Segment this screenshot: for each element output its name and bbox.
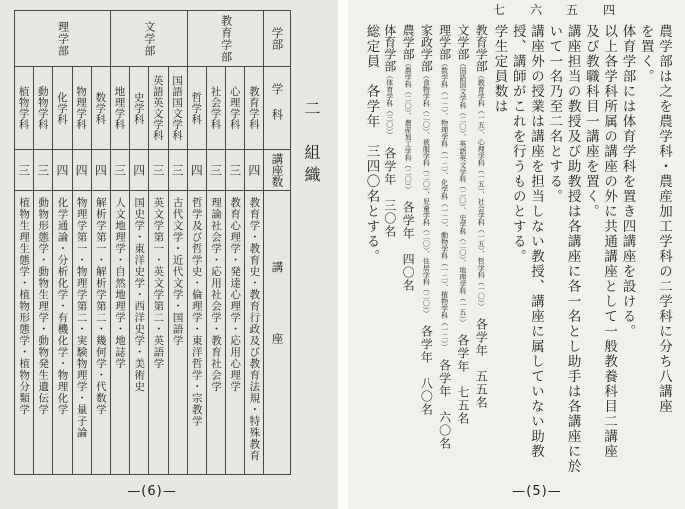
chair-count-cell — [188, 150, 206, 190]
header-chair-count-label: 講座数 — [270, 152, 285, 188]
text-line: 講座担当の教授及び助教授は各講座に各一名とし助手は各講座に於 — [564, 24, 581, 474]
quota-detail: （食物学科（二〇）、被服学科（二〇）、児童学科（二〇）、住居学科（二〇）） — [422, 72, 431, 317]
chair-count: 四 — [93, 164, 108, 176]
chairs-list: 解析学第一・解析学第二・幾何学・代数学 — [94, 197, 107, 416]
header-faculty-cell — [264, 11, 290, 66]
faculty-name: 教育学部 — [219, 14, 233, 63]
department-name: 史学科 — [132, 91, 145, 125]
chair-count-cell — [149, 150, 167, 190]
quota-total: 各学年 三〇名 — [382, 146, 397, 238]
chairs-cell — [73, 191, 91, 474]
header-department-cell — [264, 67, 290, 149]
department-name: 化学科 — [55, 91, 68, 125]
department-cell — [149, 67, 167, 149]
department-name: 英語英文学科 — [151, 75, 164, 141]
chairs-list: 国史学・東洋史学・西洋史学・美術史 — [133, 197, 146, 393]
faculty-cell-letters — [111, 11, 187, 66]
department-cell — [188, 67, 206, 149]
chairs-list: 理論社会学・応用社会学・教育社会学 — [209, 197, 222, 393]
chair-count: 四 — [74, 164, 89, 176]
page-number-right: —(5)— — [512, 484, 562, 499]
item-marker-4: 四 — [603, 3, 616, 17]
quota-detail: （農学科（二〇）、農産加工学科（二〇）） — [404, 60, 413, 193]
chair-count: 四 — [189, 164, 204, 176]
chairs-list: 古代文学・近代文学・国語学 — [171, 197, 184, 347]
chair-count-cell — [73, 150, 91, 190]
department-name: 物理学科 — [75, 86, 88, 130]
chair-count: 三 — [35, 164, 50, 176]
chair-count-cell — [34, 150, 52, 190]
department-cell — [92, 67, 110, 149]
department-name: 数学科 — [94, 91, 107, 125]
item-marker-5: 五 — [566, 3, 579, 17]
chairs-cell — [207, 191, 225, 474]
text-line: 以上各学科所属の講座の外に共通講座として一般教養科目二講座 — [601, 24, 618, 459]
department-name: 植物学科 — [17, 86, 30, 130]
chairs-list: 化学通論・分析化学・有機化学・物理化学 — [56, 197, 69, 416]
text-line: 授、講師がこれを行うものとする。 — [509, 24, 526, 264]
text-line: 体育学部には体育学科を置き四講座を設ける。 — [619, 24, 636, 339]
chairs-cell — [111, 191, 129, 474]
text-line: 学生定員数は — [491, 24, 508, 114]
chairs-list: 哲学及び哲学史・倫理学・東洋哲学・宗教学 — [190, 197, 203, 427]
quota-detail: （体育学科（三〇）） — [385, 72, 394, 139]
chairs-cell — [34, 191, 52, 474]
page-number-left: —(6)— — [127, 484, 177, 499]
header-department-label: 学科 — [270, 82, 285, 134]
quota-detail: （数学科（一二）、物理学科（一二）、化学科（一二）、動物学科（一二）、植物学科（一二）） — [440, 60, 449, 351]
page-binding-gap — [338, 0, 348, 509]
text-line: 農学部は之を農学科・農産加工学科の二学科に分ち八講座 — [656, 24, 672, 414]
chair-count: 四 — [246, 164, 261, 176]
header-chairs-label: 講座 — [270, 261, 285, 404]
department-name: 教育学科 — [247, 86, 260, 130]
text-line: いて一名乃至二名とする。 — [546, 24, 563, 204]
quota-line — [417, 24, 435, 480]
chairs-list: 英文学第一・英文学第二・英語学 — [152, 197, 165, 370]
quota-faculty: 文学部 — [455, 24, 470, 60]
faculty-name: 理学部 — [56, 20, 70, 57]
department-name: 動物学科 — [36, 86, 49, 130]
chair-count: 四 — [54, 164, 69, 176]
left-page — [0, 0, 338, 509]
chair-count-cell — [245, 150, 263, 190]
chair-count-cell — [92, 150, 110, 190]
department-cell — [130, 67, 148, 149]
chairs-list: 人文地理学・自然地理学・地誌学 — [114, 197, 127, 370]
department-cell — [15, 67, 33, 149]
department-name: 社会学科 — [209, 86, 222, 130]
total-quota-line: 総定員 各学年 三四〇名とする。 — [363, 24, 380, 264]
right-page — [348, 0, 685, 509]
chairs-cell — [149, 191, 167, 474]
chairs-cell — [188, 191, 206, 474]
text-columns — [362, 24, 673, 480]
chairs-list: 教育心理学・発達心理学・応用心理学 — [229, 197, 242, 393]
department-name: 国語国文学科 — [171, 75, 184, 141]
chair-count-cell — [111, 150, 129, 190]
chair-count: 三 — [112, 164, 127, 176]
chair-count: 三 — [208, 164, 223, 176]
chair-count-cell — [15, 150, 33, 190]
chair-count: 四 — [131, 164, 146, 176]
chairs-cell — [92, 191, 110, 474]
quota-line — [472, 24, 490, 480]
quota-faculty: 体育学部 — [382, 24, 397, 72]
quota-total: 各学年 六〇名 — [437, 358, 452, 450]
department-name: 地理学科 — [113, 86, 126, 130]
quota-line — [381, 24, 399, 480]
chair-count-cell — [169, 150, 187, 190]
quota-faculty: 理学部 — [437, 24, 452, 60]
department-cell — [53, 67, 71, 149]
quota-total: 各学年 七五名 — [455, 334, 470, 425]
quota-line — [454, 24, 472, 480]
chairs-cell — [245, 191, 263, 474]
chair-count: 三 — [16, 164, 31, 176]
header-chair-count-cell — [264, 150, 290, 190]
text-line: 講座外の授業は講座を担当しない教授、講座に属していない助教 — [528, 24, 545, 459]
header-faculty-label: 学部 — [270, 27, 285, 50]
department-cell — [34, 67, 52, 149]
item-marker-7: 七 — [493, 3, 506, 17]
quota-faculty: 農学部 — [401, 24, 416, 60]
quota-total: 各学年 五五名 — [474, 318, 489, 409]
section-title: 二 組織 — [302, 100, 321, 188]
faculty-name: 文学部 — [142, 20, 156, 57]
department-name: 心理学科 — [228, 86, 241, 130]
text-line: 及び教職科目一講座を置く。 — [582, 24, 599, 219]
chair-count-cell — [226, 150, 244, 190]
chair-count: 三 — [170, 164, 185, 176]
quota-detail: （国語国文学科（二〇）、英語英文学科（二〇）、史学科（二〇）、地理学科（一五）） — [458, 60, 467, 326]
faculty-cell-education — [188, 11, 264, 66]
chair-count: 三 — [150, 164, 165, 176]
quota-total: 各学年 八〇名 — [419, 325, 434, 416]
chairs-list: 動物形態学・動物生理学・動物発生遺伝学 — [37, 197, 50, 416]
organization-table — [14, 10, 291, 475]
quota-total: 各学年 四〇名 — [401, 201, 416, 292]
quota-line — [399, 24, 417, 480]
text-line: を置く。 — [637, 24, 654, 84]
quota-line — [435, 24, 453, 480]
quota-faculty: 家政学部 — [419, 24, 434, 72]
chairs-cell — [15, 191, 33, 474]
chairs-cell — [169, 191, 187, 474]
chairs-cell — [53, 191, 71, 474]
chair-count: 三 — [227, 164, 242, 176]
faculty-cell-science — [15, 11, 110, 66]
chairs-list: 物理学第一・物理学第二・実験物理学・量子論 — [75, 197, 88, 439]
department-cell — [245, 67, 263, 149]
header-chairs-cell — [264, 191, 290, 474]
chairs-cell — [130, 191, 148, 474]
department-cell — [111, 67, 129, 149]
department-cell — [169, 67, 187, 149]
department-cell — [226, 67, 244, 149]
department-name: 哲学科 — [190, 91, 203, 125]
department-cell — [73, 67, 91, 149]
chair-count-cell — [53, 150, 71, 190]
item-marker-6: 六 — [530, 3, 543, 17]
department-cell — [207, 67, 225, 149]
chairs-list: 教育学・教育史・教育行政及び教育法規・特殊教育 — [248, 197, 261, 462]
quota-detail: （教育学科（一五）、心理学科（一五）、社会学科（一五）、哲学科（一〇）） — [477, 72, 486, 310]
chair-count-cell — [130, 150, 148, 190]
chairs-cell — [226, 191, 244, 474]
chair-count-cell — [207, 150, 225, 190]
quota-faculty: 教育学部 — [474, 24, 489, 72]
chairs-list: 植物生理生態学・植物形態学・植物分類学 — [18, 197, 31, 416]
